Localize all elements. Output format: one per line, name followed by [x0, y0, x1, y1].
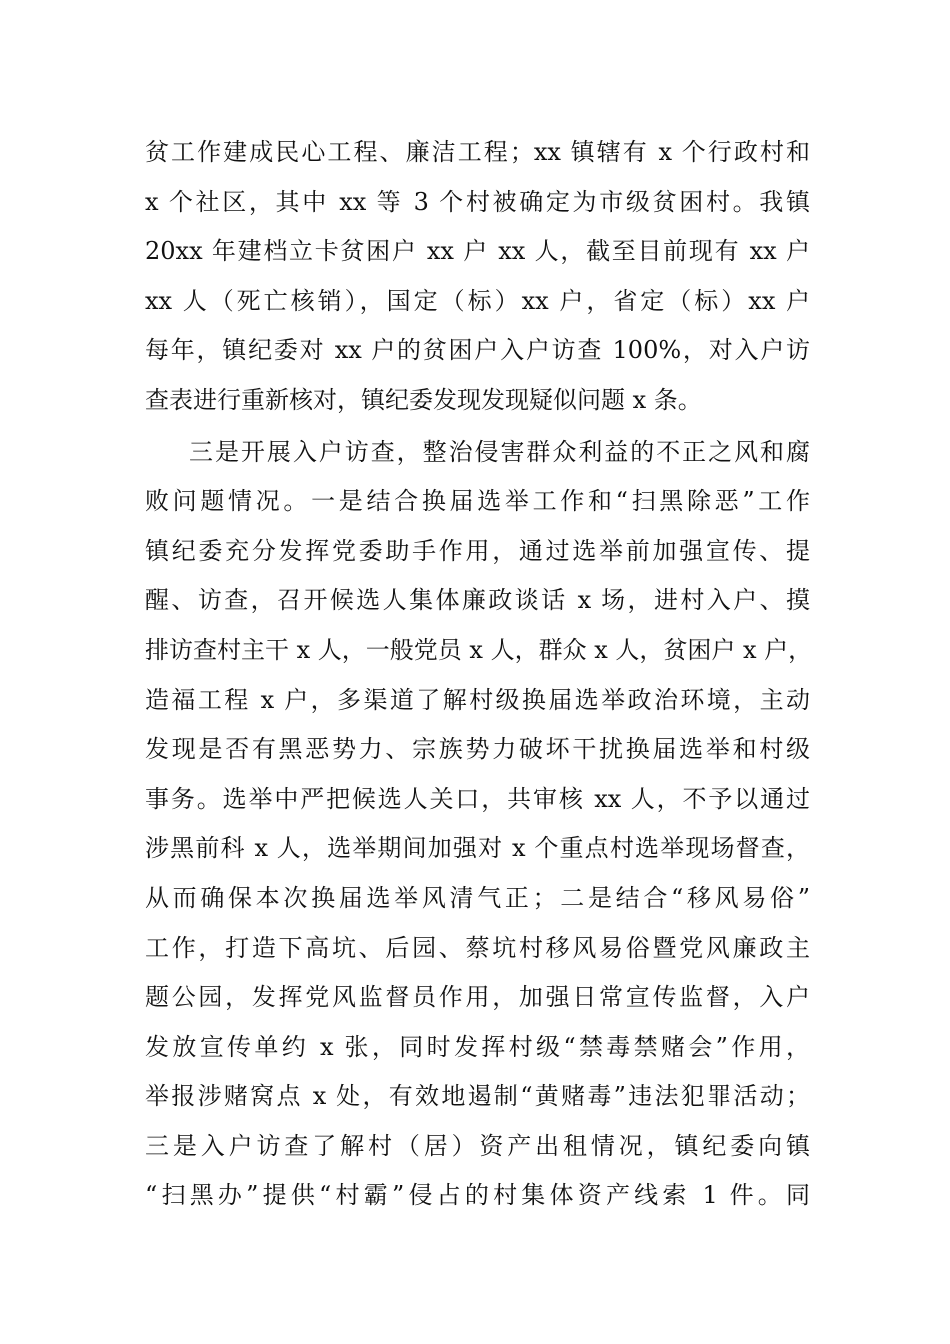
document-body [145, 128, 813, 1221]
text-line: 败问题情况。一是结合换届选举工作和“扫黑除恶”工作 [145, 487, 810, 516]
text-line: “扫黑办”提供“村霸”侵占的村集体资产线索 1 件。同 [145, 1181, 810, 1210]
text-line: 发现是否有黑恶势力、宗族势力破坏干扰换届选举和村级 [145, 735, 810, 764]
text-line: 题公园，发挥党风监督员作用，加强日常宣传监督，入户 [145, 983, 810, 1012]
text-line: xx 人（死亡核销），国定（标）xx 户，省定（标）xx 户 [145, 286, 810, 315]
text-line: 从而确保本次换届选举风清气正；二是结合“移风易俗” [145, 883, 810, 912]
text-line: 查表进行重新核对，镇纪委发现发现疑似问题 x 条。 [145, 385, 702, 414]
text-line: 举报涉赌窝点 x 处，有效地遏制“黄赌毒”违法犯罪活动； [145, 1082, 810, 1111]
text-line: 发放宣传单约 x 张，同时发挥村级“禁毒禁赌会”作用， [145, 1032, 810, 1061]
text-line: 每年，镇纪委对 xx 户的贫困户入户访查 100%，对入户访 [145, 336, 810, 365]
text-line: 三是开展入户访查，整治侵害群众利益的不正之风和腐 [189, 437, 810, 466]
paragraph-1 [145, 128, 810, 426]
text-line: 工作，打造下高坑、后园、蔡坑村移风易俗暨党风廉政主 [145, 933, 810, 962]
text-line: 醒、访查，召开候选人集体廉政谈话 x 场，进村入户、摸 [145, 586, 810, 615]
paragraph-2 [145, 428, 813, 1222]
text-line: 20xx 年建档立卡贫困户 xx 户 xx 人，截至目前现有 xx 户 [145, 237, 810, 266]
text-line: 镇纪委充分发挥党委助手作用，通过选举前加强宣传、提 [145, 536, 810, 565]
text-line: 涉黑前科 x 人，选举期间加强对 x 个重点村选举现场督查， [145, 834, 810, 863]
text-line: 三是入户访查了解村（居）资产出租情况，镇纪委向镇 [145, 1131, 810, 1160]
text-line: 造福工程 x 户，多渠道了解村级换届选举政治环境，主动 [145, 685, 810, 714]
text-line: 排访查村主干 x 人，一般党员 x 人，群众 x 人，贫困户 x 户， [145, 635, 813, 664]
text-line: x 个社区，其中 xx 等 3 个村被确定为市级贫困村。我镇 [145, 187, 810, 216]
text-line: 事务。选举中严把候选人关口，共审核 xx 人，不予以通过 [145, 784, 810, 813]
text-line: 贫工作建成民心工程、廉洁工程；xx 镇辖有 x 个行政村和 [145, 138, 810, 166]
